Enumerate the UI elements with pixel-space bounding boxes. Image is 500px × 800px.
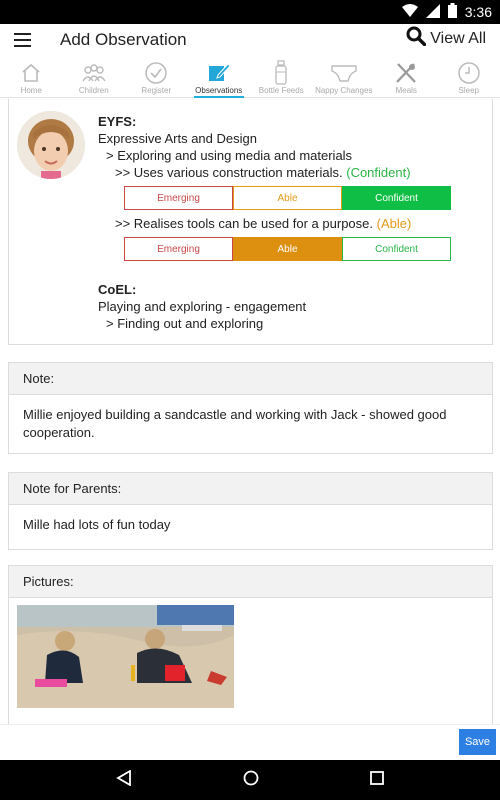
statement-2 — [98, 215, 478, 232]
rating-1-able-button[interactable]: Able — [233, 186, 342, 210]
note-parents-card — [8, 472, 493, 550]
tab-children[interactable] — [63, 58, 126, 97]
home-icon — [20, 60, 42, 86]
edit-icon — [207, 60, 231, 86]
home-nav-icon[interactable] — [243, 770, 259, 791]
tab-register[interactable] — [125, 58, 188, 97]
search-icon — [406, 26, 426, 51]
back-icon[interactable] — [116, 770, 132, 791]
cutlery-icon — [394, 60, 418, 86]
menu-icon[interactable] — [0, 24, 44, 56]
coel-aspect: > Finding out and exploring — [106, 316, 264, 331]
bottle-icon — [273, 60, 289, 86]
note-parents-text[interactable]: Mille had lots of fun today — [23, 517, 171, 532]
statement-1-level: (Confident) — [346, 165, 411, 180]
statement-1-text: >> Uses various construction materials. — [115, 165, 343, 180]
coel-heading: CoEL: — [98, 282, 137, 297]
battery-icon — [448, 3, 457, 21]
view-all-button[interactable] — [406, 26, 486, 51]
content-scroll[interactable] — [0, 99, 500, 724]
view-all-label: View All — [430, 29, 486, 47]
tab-home[interactable] — [0, 58, 63, 97]
tab-observations[interactable] — [188, 58, 251, 97]
picture-thumbnail[interactable] — [17, 605, 234, 708]
tab-meals-label: Meals — [395, 86, 417, 95]
note-card — [8, 362, 493, 454]
pictures-card — [8, 565, 493, 724]
pictures-header: Pictures: — [9, 566, 492, 598]
tab-observations-label: Observations — [195, 86, 243, 95]
tab-bottle-feeds[interactable] — [250, 58, 313, 97]
signal-icon — [426, 4, 440, 21]
check-circle-icon — [144, 60, 168, 86]
nappy-icon — [330, 60, 358, 86]
rating-2-confident-button[interactable]: Confident — [342, 237, 451, 261]
child-avatar — [17, 111, 85, 179]
observation-details — [98, 113, 478, 332]
status-time: 3:36 — [464, 4, 492, 20]
observation-card — [8, 99, 493, 345]
rating-1-confident-button[interactable]: Confident — [342, 186, 451, 210]
status-bar — [0, 0, 500, 24]
note-text[interactable]: Millie enjoyed building a sandcastle and working with Jack - showed good cooperation. — [23, 407, 447, 440]
tab-nappy-changes[interactable] — [313, 58, 376, 97]
coel-area: Playing and exploring - engagement — [98, 299, 307, 314]
clock-icon — [457, 60, 481, 86]
tab-register-label: Register — [141, 86, 172, 95]
rating-group-1 — [124, 186, 451, 210]
nav-tabs — [0, 58, 500, 98]
tab-home-label: Home — [20, 86, 42, 95]
bottom-action-bar — [0, 724, 500, 760]
tab-nappy-changes-label: Nappy Changes — [315, 86, 373, 95]
statement-2-level: (Able) — [376, 216, 412, 231]
rating-2-emerging-button[interactable]: Emerging — [124, 237, 233, 261]
note-header: Note: — [9, 363, 492, 395]
children-icon — [81, 60, 107, 86]
save-button[interactable]: Save — [459, 729, 496, 755]
statement-2-text: >> Realises tools can be used for a purpose. — [115, 216, 373, 231]
eyfs-aspect: > Exploring and using media and materials — [106, 148, 353, 163]
tab-sleep[interactable] — [438, 58, 500, 97]
system-navigation-bar — [0, 760, 500, 800]
tab-sleep-label: Sleep — [458, 86, 479, 95]
tab-children-label: Children — [78, 86, 109, 95]
eyfs-area: Expressive Arts and Design — [98, 131, 257, 146]
app-bar — [0, 24, 500, 56]
tab-meals[interactable] — [375, 58, 438, 97]
wifi-icon — [402, 4, 418, 21]
eyfs-heading: EYFS: — [98, 114, 137, 129]
rating-2-able-button[interactable]: Able — [233, 237, 342, 261]
note-parents-header: Note for Parents: — [9, 473, 492, 505]
statement-1 — [98, 164, 478, 181]
tab-bottle-feeds-label: Bottle Feeds — [258, 86, 304, 95]
rating-group-2 — [124, 237, 451, 261]
rating-1-emerging-button[interactable]: Emerging — [124, 186, 233, 210]
page-title: Add Observation — [60, 30, 187, 49]
recents-icon[interactable] — [370, 771, 384, 790]
